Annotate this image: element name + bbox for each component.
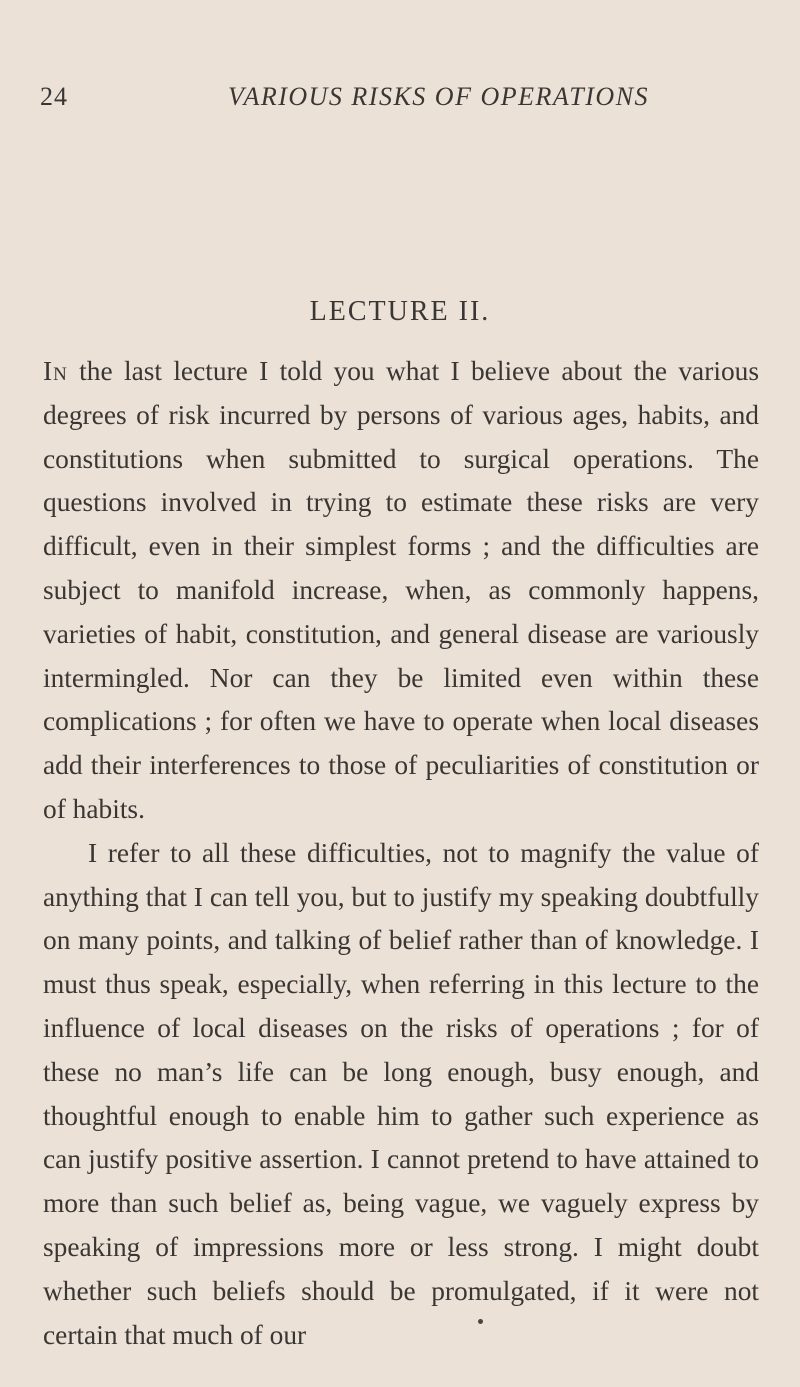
body-text [43,350,759,1357]
page-number: 24 [40,82,68,111]
paragraph-lead-word: In [43,356,68,386]
paragraph-1-text: the last lecture I told you what I believe about the various degrees of risk incurred by persons of various ages, habits, and constitutions when submitted to surgical operations. The questions involved in trying to estimate these risks are very difficult, even in their simplest forms ; and the difficulties are subject to manifold increase, when, as commonly happens, varieties of habit, constitution, and general disease are variously intermingled. Nor can they be limited even within these complications ; for often we have to operate when local diseases add their interferences to those of peculiarities of constitution or of habits. [43,356,759,824]
running-title: VARIOUS RISKS OF OPERATIONS [228,82,650,111]
running-head [0,78,800,118]
printer-mark [478,1319,483,1324]
paragraph-1 [43,350,759,832]
lecture-heading: LECTURE II. [309,296,491,327]
paragraph-2-text: I refer to all these difficulties, not to magnify the value of anything that I can tell you, but to justify my speaking doubtfully on many points, and talking of belief rather than of knowledge. I must thus speak, especially, when referring in this lecture to the influence of local diseases on the risks of operations ; for of these no man’s life can be long enough, busy enough, and thoughtful enough to enable him to gather such experience as can justify positive assertion. I cannot pretend to have attained to more than such belief as, being vague, we vaguely express by speaking of impressions more or less strong. I might doubt whether such beliefs should be promulgated, if it were not certain that much of our [43,837,759,1350]
paragraph-2 [43,832,759,1358]
